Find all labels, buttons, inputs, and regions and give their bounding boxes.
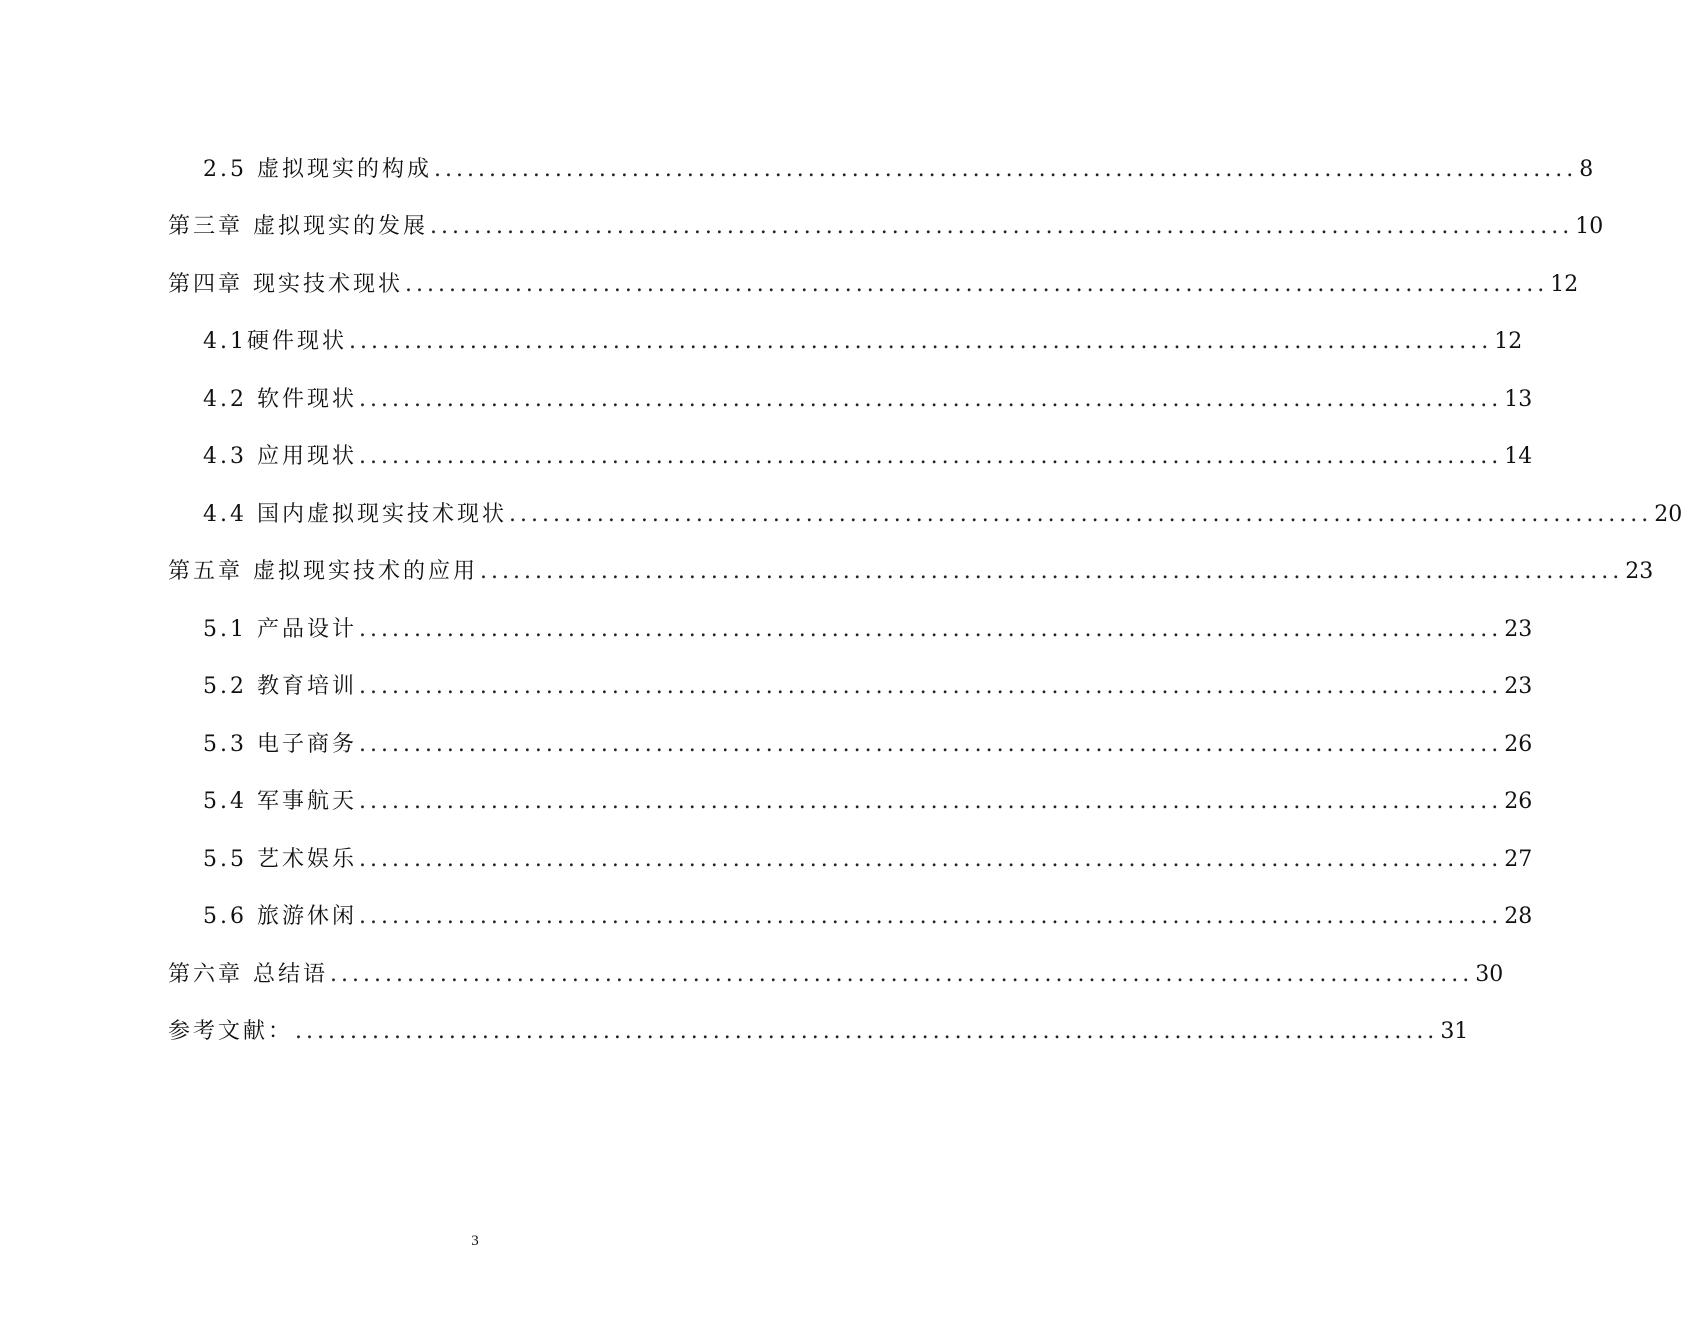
toc-entry-page: 10 — [1575, 214, 1604, 239]
toc-entry-label: 5.5 艺术娱乐 — [203, 847, 357, 872]
toc-entry[interactable] — [203, 667, 1533, 707]
toc-entry[interactable] — [203, 840, 1533, 880]
toc-entry-page: 30 — [1475, 962, 1504, 987]
toc-entry[interactable] — [203, 782, 1533, 822]
toc-entry[interactable] — [203, 610, 1533, 650]
toc-dot-leader: ........................................................................................................ — [433, 157, 1578, 182]
toc-dot-leader: ........................................................................................................ — [480, 559, 1624, 584]
toc-entry-label: 5.6 旅游休闲 — [203, 904, 357, 929]
toc-entry-label: 2.5 虚拟现实的构成 — [203, 157, 432, 182]
toc-dot-leader: ........................................................................................................ — [358, 444, 1503, 469]
toc-entry[interactable] — [203, 725, 1533, 765]
toc-entry[interactable] — [168, 207, 1604, 247]
toc-entry-page: 27 — [1504, 847, 1533, 872]
toc-entry-label: 5.1 产品设计 — [203, 617, 357, 642]
toc-dot-leader: ........................................................................................................ — [358, 732, 1503, 757]
toc-entry-page: 8 — [1579, 157, 1594, 182]
toc-entry-label: 4.2 软件现状 — [203, 387, 357, 412]
toc-entry-label: 第四章 现实技术现状 — [168, 272, 403, 297]
toc-entry[interactable] — [168, 265, 1579, 305]
toc-entry-page: 12 — [1494, 329, 1523, 354]
toc-dot-leader: ........................................................................................................ — [358, 387, 1503, 412]
toc-entry[interactable] — [203, 437, 1533, 477]
toc-dot-leader: ........................................................................................................ — [358, 617, 1503, 642]
toc-dot-leader: ........................................................................................................ — [405, 272, 1549, 297]
toc-entry[interactable] — [203, 495, 1682, 535]
toc-entry[interactable] — [168, 1012, 1469, 1052]
toc-entry-label: 第三章 虚拟现实的发展 — [168, 214, 428, 239]
toc-dot-leader: ........................................................................................................ — [358, 674, 1503, 699]
toc-entry-page: 23 — [1625, 559, 1654, 584]
toc-entry-page: 12 — [1550, 272, 1579, 297]
toc-entry-label: 4.3 应用现状 — [203, 444, 357, 469]
toc-entry-label: 5.4 军事航天 — [203, 789, 357, 814]
toc-entry-label: 5.2 教育培训 — [203, 674, 357, 699]
toc-dot-leader: ........................................................................................................ — [295, 1019, 1439, 1044]
page-number: 3 — [471, 1233, 479, 1249]
toc-entry[interactable] — [203, 897, 1533, 937]
toc-entry[interactable] — [168, 552, 1654, 592]
toc-dot-leader: ........................................................................................................ — [349, 329, 1493, 354]
toc-entry[interactable] — [203, 150, 1594, 190]
toc-entry-page: 23 — [1504, 674, 1533, 699]
toc-entry-page: 26 — [1504, 789, 1533, 814]
toc-dot-leader: ........................................................................................................ — [358, 847, 1503, 872]
toc-entry-page: 31 — [1440, 1019, 1469, 1044]
toc-dot-leader: ........................................................................................................ — [330, 962, 1474, 987]
toc-entry-page: 28 — [1504, 904, 1533, 929]
toc-entry-page: 20 — [1654, 502, 1682, 527]
toc-entry[interactable] — [203, 322, 1523, 362]
toc-entry-page: 23 — [1504, 617, 1533, 642]
toc-entry-label: 第六章 总结语 — [168, 962, 328, 987]
toc-dot-leader: ........................................................................................................ — [430, 214, 1574, 239]
toc-entry-label: 第五章 虚拟现实技术的应用 — [168, 559, 478, 584]
toc-entry-page: 26 — [1504, 732, 1533, 757]
toc-entry[interactable] — [203, 380, 1533, 420]
toc-entry-label: 5.3 电子商务 — [203, 732, 357, 757]
toc-entry-label: 4.1硬件现状 — [203, 329, 347, 354]
toc-entry-label: 参考文献： — [168, 1019, 294, 1044]
toc-dot-leader: ........................................................................................................ — [358, 904, 1503, 929]
toc-entry[interactable] — [168, 955, 1504, 995]
toc-dot-leader: ........................................................................................................ — [508, 502, 1653, 527]
toc-entry-label: 4.4 国内虚拟现实技术现状 — [203, 502, 507, 527]
toc-entry-page: 13 — [1504, 387, 1533, 412]
toc-entry-page: 14 — [1504, 444, 1533, 469]
toc-dot-leader: ........................................................................................................ — [358, 789, 1503, 814]
